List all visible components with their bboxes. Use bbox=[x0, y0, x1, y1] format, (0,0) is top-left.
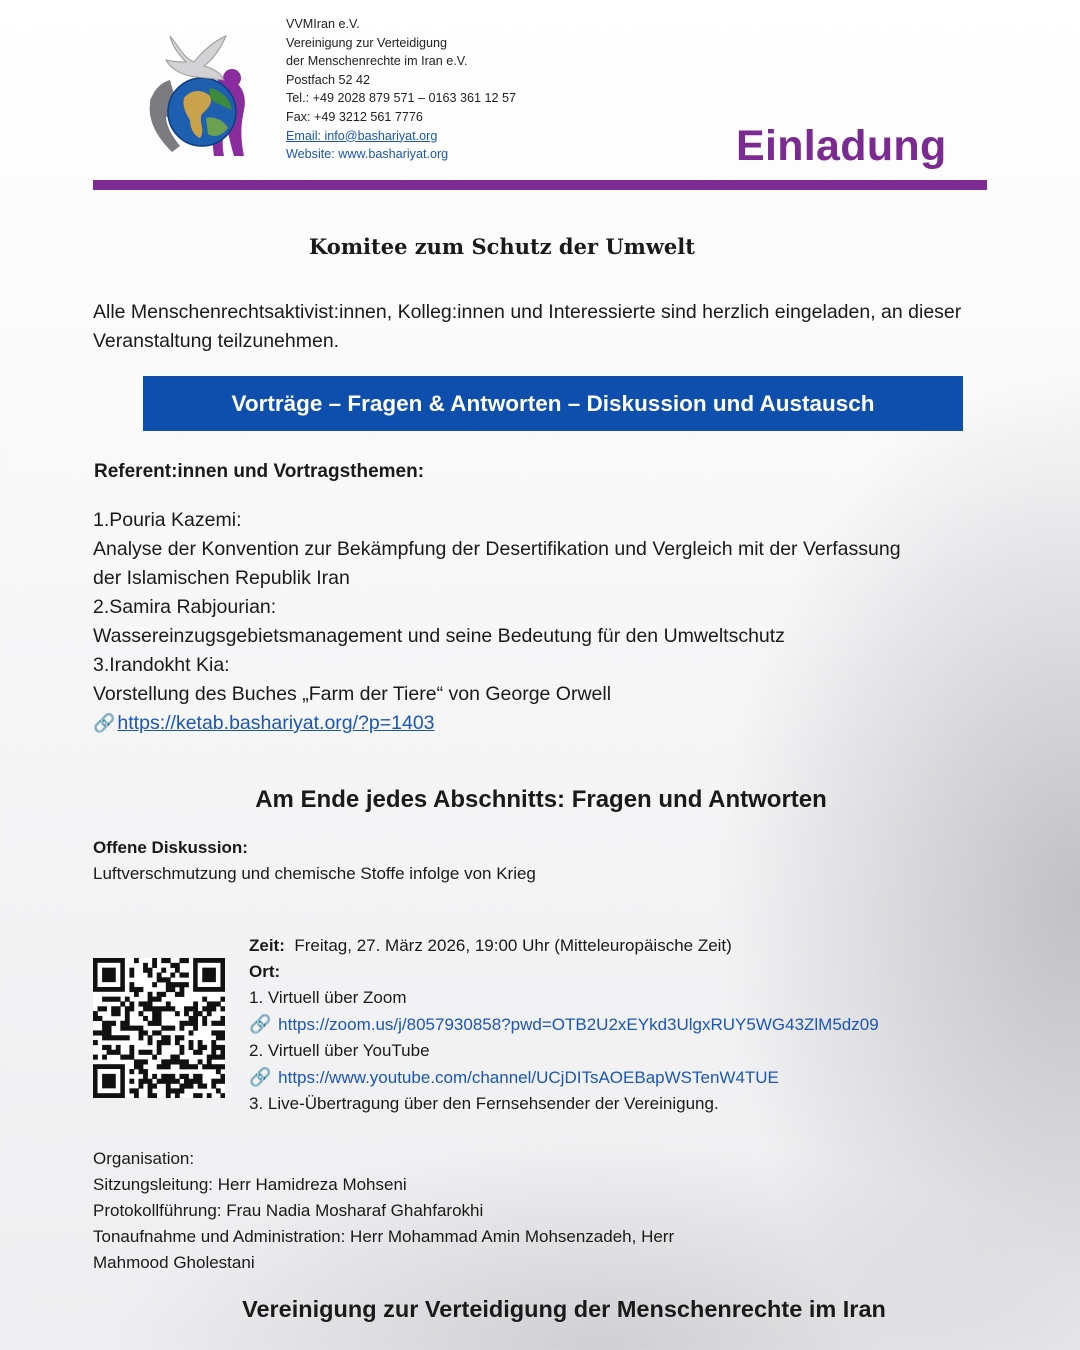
link-icon: 🔗 bbox=[249, 1067, 272, 1087]
qa-heading: Am Ende jedes Abschnitts: Fragen und Antworten bbox=[255, 786, 827, 813]
format-banner bbox=[143, 376, 963, 431]
time-label: Zeit: bbox=[249, 936, 285, 955]
time-value: Freitag, 27. März 2026, 19:00 Uhr (Mitteleuropäische Zeit) bbox=[294, 936, 732, 955]
organisation-line: Tonaufnahme und Administration: Herr Mohammad Amin Mohsenzadeh, Herr bbox=[93, 1227, 675, 1246]
website-link[interactable]: Website: www.bashariyat.org bbox=[286, 147, 449, 162]
committee-title: Komitee zum Schutz der Umwelt bbox=[309, 234, 695, 259]
postbox: Postfach 52 42 bbox=[286, 72, 371, 87]
link-icon: 🔗 bbox=[249, 1014, 272, 1034]
org-name: VVMIran e.V. bbox=[286, 17, 360, 31]
organisation-block bbox=[93, 1146, 674, 1276]
qr-code[interactable] bbox=[93, 958, 225, 1098]
speaker-name: 1.Pouria Kazemi: bbox=[93, 509, 242, 531]
org-full-name-line-2: der Menschenrechte im Iran e.V. bbox=[286, 54, 468, 69]
email-link[interactable]: Email: info@bashariyat.org bbox=[286, 128, 438, 143]
place-zoom: 1. Virtuell über Zoom bbox=[249, 988, 407, 1007]
place-tv: 3. Live-Übertragung über den Fernsehsender der Vereinigung. bbox=[249, 1094, 719, 1113]
link-icon: 🔗 bbox=[93, 713, 116, 733]
phone: Tel.: +49 2028 879 571 – 0163 361 12 57 bbox=[286, 91, 517, 106]
speaker-name: 2.Samira Rabjourian: bbox=[93, 596, 277, 618]
event-details bbox=[249, 933, 879, 1117]
organisation-heading: Organisation: bbox=[93, 1149, 195, 1168]
place-label: Ort: bbox=[249, 962, 281, 981]
speaker-name: 3.Irandokht Kia: bbox=[93, 654, 230, 676]
zoom-link[interactable]: https://zoom.us/j/8057930858?pwd=OTB2U2xEYkd3UlgxRUY5WG43ZlM5dz09 bbox=[278, 1015, 879, 1034]
format-banner-text: Vorträge – Fragen & Antworten – Diskussion und Austausch bbox=[231, 390, 875, 416]
place-youtube: 2. Virtuell über YouTube bbox=[249, 1041, 430, 1060]
organisation-line: Mahmood Gholestani bbox=[93, 1253, 255, 1272]
youtube-link[interactable]: https://www.youtube.com/channel/UCjDITsAOEBapWSTenW4TUE bbox=[278, 1068, 779, 1087]
discussion-topic: Luftverschmutzung und chemische Stoffe infolge von Krieg bbox=[93, 864, 536, 883]
org-full-name-line-1: Vereinigung zur Verteidigung bbox=[286, 35, 448, 50]
header-divider bbox=[93, 180, 987, 190]
speaker-topic: Analyse der Konvention zur Bekämpfung der Desertifikation und Vergleich mit der Verfassung bbox=[93, 538, 901, 560]
fax: Fax: +49 3212 561 7776 bbox=[286, 109, 423, 124]
speaker-topic: Vorstellung des Buches „Farm der Tiere“ von George Orwell bbox=[93, 683, 612, 705]
footer-title: Vereinigung zur Verteidigung der Menschenrechte im Iran bbox=[242, 1296, 886, 1322]
intro-text: Alle Menschenrechtsaktivist:innen, Kolleg:innen und Interessierte sind herzlich eingeladen, an dieser Veranstaltung teilzunehmen. bbox=[93, 301, 962, 352]
organization-logo bbox=[140, 18, 250, 160]
speaker-topic: der Islamischen Republik Iran bbox=[93, 567, 350, 589]
organisation-line: Sitzungsleitung: Herr Hamidreza Mohseni bbox=[93, 1175, 407, 1194]
speakers-list bbox=[93, 506, 901, 738]
organisation-line: Protokollführung: Frau Nadia Mosharaf Ghahfarokhi bbox=[93, 1201, 484, 1220]
invitation-title: Einladung bbox=[736, 122, 947, 170]
organization-contact-block bbox=[286, 15, 516, 164]
discussion-heading: Offene Diskussion: bbox=[93, 838, 248, 857]
book-link[interactable]: https://ketab.bashariyat.org/?p=1403 bbox=[117, 712, 435, 734]
speakers-heading: Referent:innen und Vortragsthemen: bbox=[94, 461, 425, 482]
speaker-topic: Wassereinzugsgebietsmanagement und seine Bedeutung für den Umweltschutz bbox=[93, 625, 785, 647]
